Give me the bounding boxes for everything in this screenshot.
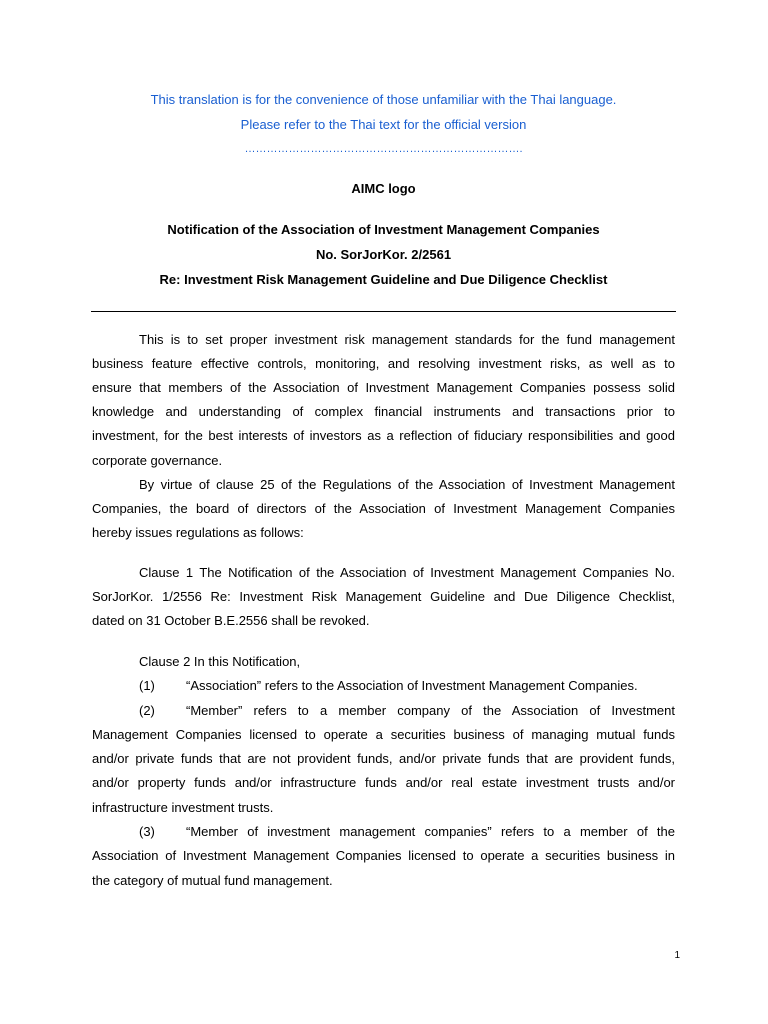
intro-paragraph-line: corporate governance. — [92, 453, 223, 468]
definition-2-line: infrastructure investment trusts. — [92, 800, 274, 815]
notification-number: No. SorJorKor. 2/2561 — [315, 247, 452, 262]
definition-3-line: Association of Investment Management Companies licensed to operate a securities business in — [92, 848, 675, 863]
dotted-separator: …………………………………………………………………. — [244, 143, 523, 155]
clause-2-heading: Clause 2 In this Notification, — [139, 654, 301, 669]
definition-1-number: (1) — [139, 678, 155, 693]
translation-note-line-1: This translation is for the convenience of those unfamiliar with the Thai language. — [150, 92, 617, 107]
definition-3-number: (3) — [139, 824, 155, 839]
notification-subject: Re: Investment Risk Management Guideline and Due Diligence Checklist — [159, 272, 608, 287]
definition-2-text: “Member” refers to a member company of the Association of Investment — [186, 703, 675, 718]
intro-paragraph-line: ensure that members of the Association of Investment Management Companies possess solid — [92, 380, 675, 395]
translation-note-line-2: Please refer to the Thai text for the official version — [240, 117, 527, 132]
intro-paragraph-line: investment, for the best interests of investors as a reflection of fiduciary responsibilities and good — [92, 428, 675, 443]
definition-2-line: and/or property funds and/or infrastructure funds and/or real estate investment trusts and/or — [92, 775, 675, 790]
page-number: 1 — [674, 950, 680, 961]
clause-1-line: SorJorKor. 1/2556 Re: Investment Risk Management Guideline and Due Diligence Checklist, — [92, 589, 675, 604]
definition-3-text: “Member of investment management companies” refers to a member of the — [186, 824, 675, 839]
intro-paragraph-line: knowledge and understanding of complex financial instruments and transactions prior to — [92, 404, 675, 419]
clause-1-line: dated on 31 October B.E.2556 shall be revoked. — [92, 613, 370, 628]
definition-2-number: (2) — [139, 703, 155, 718]
logo-placeholder: AIMC logo — [351, 181, 416, 196]
clause-1-line: Clause 1 The Notification of the Association of Investment Management Companies No. — [139, 565, 675, 580]
definition-1-text: “Association” refers to the Association of Investment Management Companies. — [186, 678, 638, 693]
notification-title: Notification of the Association of Investment Management Companies — [167, 222, 600, 237]
authority-paragraph-line: hereby issues regulations as follows: — [92, 525, 304, 540]
definition-2-line: and/or private funds that are not provident funds, and/or private funds that are provident funds, — [92, 751, 675, 766]
authority-paragraph-line: By virtue of clause 25 of the Regulations of the Association of Investment Management — [139, 477, 675, 492]
intro-paragraph-line: business feature effective controls, monitoring, and resolving investment risks, as well as to — [92, 356, 675, 371]
definition-3-line: the category of mutual fund management. — [92, 873, 333, 888]
definition-2-line: Management Companies licensed to operate a securities business of managing mutual funds — [92, 727, 675, 742]
intro-paragraph-line: This is to set proper investment risk management standards for the fund management — [139, 332, 675, 347]
authority-paragraph-line: Companies, the board of directors of the Association of Investment Management Companies — [92, 501, 675, 516]
horizontal-rule — [91, 311, 676, 312]
